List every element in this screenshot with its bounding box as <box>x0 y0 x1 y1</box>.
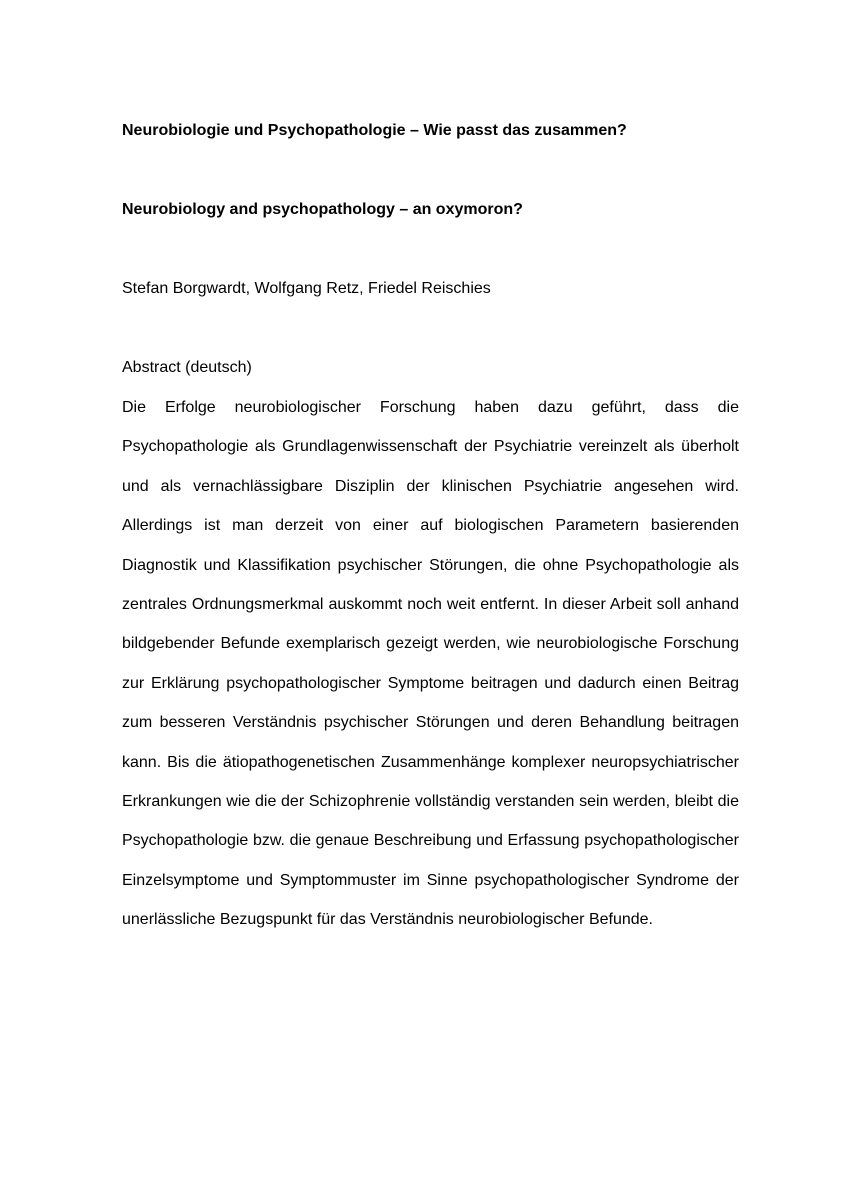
page-content <box>122 119 739 940</box>
abstract-heading: Abstract (deutsch) <box>122 359 252 376</box>
title-german: Neurobiologie und Psychopathologie – Wie passt das zusammen? <box>122 122 627 139</box>
author-list: Stefan Borgwardt, Wolfgang Retz, Friedel Reischies <box>122 280 491 297</box>
title-english: Neurobiology and psychopathology – an oxymoron? <box>122 201 523 218</box>
abstract-body: Die Erfolge neurobiologischer Forschung haben dazu geführt, dass die Psychopathologie als Grundlagenwissenschaft der Psychiatrie vereinzelt als überholt und als vernachlässigbare Disziplin der klinischen Psychiatrie angesehen wird. Allerdings ist man derzeit von einer auf biologischen Parametern basierenden Diagnostik und Klassifikation psychischer Störungen, die ohne Psychopathologie als zentrales Ordnungsmerkmal auskommt noch weit entfernt. In dieser Arbeit soll anhand bildgebender Befunde exemplarisch gezeigt werden, wie neurobiologische Forschung zur Erklärung psychopathologischer Symptome beitragen und dadurch einen Beitrag zum besseren Verständnis psychischer Störungen und deren Behandlung beitragen kann. Bis die ätiopathogenetischen Zusammenhänge komplexer neuropsychiatrischer Erkrankungen wie die der Schizophrenie vollständig verstanden sein werden, bleibt die Psychopathologie bzw. die genaue Beschreibung und Erfassung psychopathologischer Einzelsymptome und Symptommuster im Sinne psychopathologischer Syndrome der unerlässliche Bezugspunkt für das Verständnis neurobiologischer Befunde. <box>122 399 739 929</box>
